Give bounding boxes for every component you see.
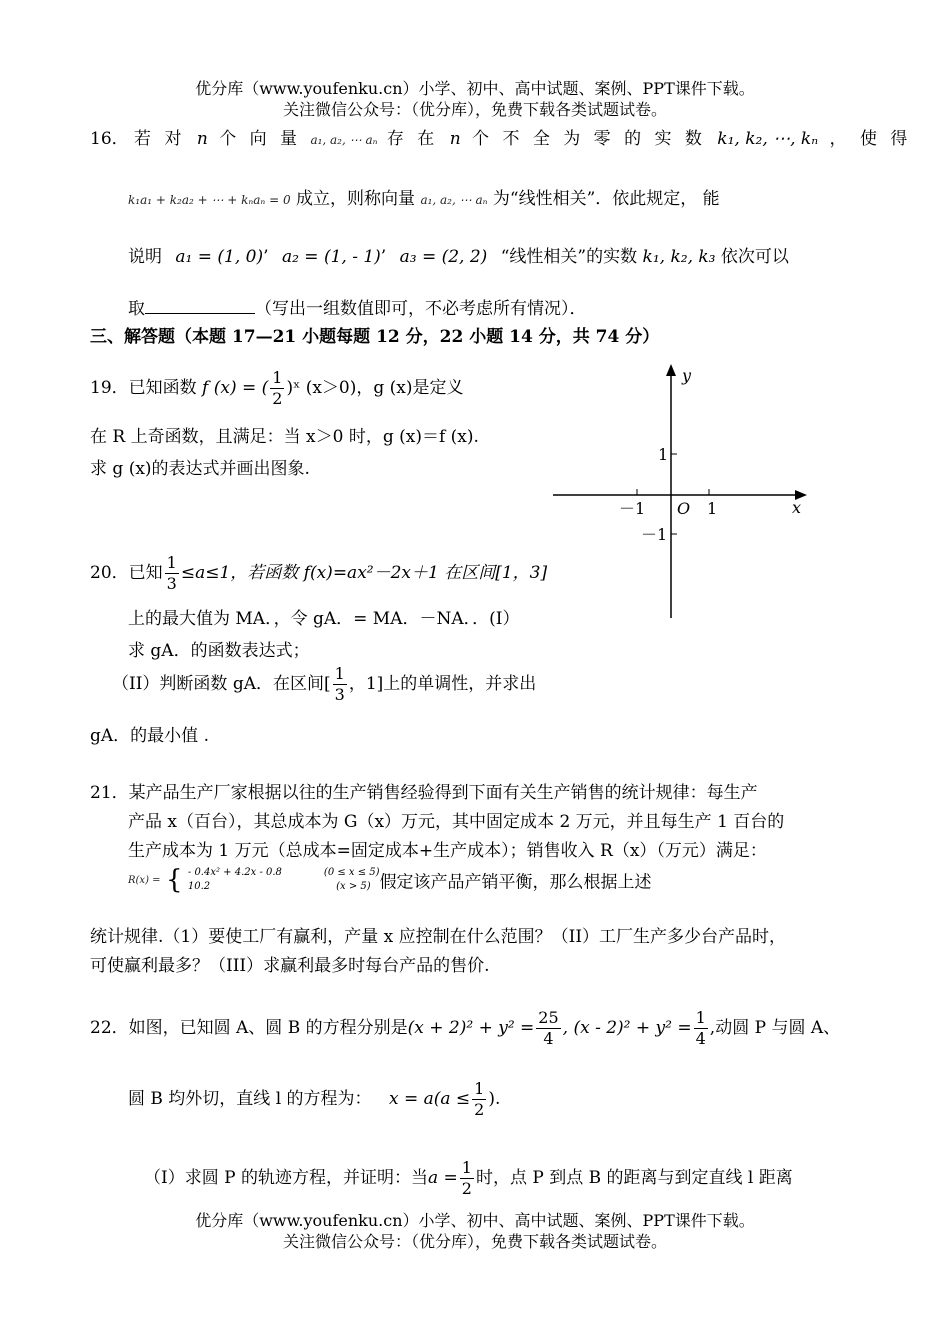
denominator: 3 [166,574,177,593]
q21-line-5: 统计规律.（1）要使工厂有赢利，产量 x 应控制在什么范围？（II）工厂生产多少台产品时， [90,927,787,947]
q22-line-2 [128,1079,500,1120]
q22-text: （I）求圆 P 的轨迹方程，并证明：当 [144,1168,428,1188]
header-line-1: 优分库（www.youfenku.cn）小学、初中、高中试题、案例、PPT课件下载。 [195,79,755,98]
q21-text: 假定该产品产销平衡，那么根据上述 [379,872,652,893]
q16-text: 成立，则称向量 [296,189,416,209]
case-1-expression: - 0.4x² + 4.2x - 0.8 [187,867,282,878]
fraction [333,664,347,705]
q21-line-6: 可使赢利最多？（III）求赢利最多时每台产品的售价. [90,956,490,976]
fraction [165,553,179,594]
q16-vector-a1: a₁ = (1, 0) [175,247,264,267]
q19-text: )ˣ (x＞0)，g (x)是定义 [286,378,464,398]
q22-text: 圆 B 均外切，直线 l 的方程为： [128,1089,372,1109]
a-equation: a = [427,1168,458,1188]
fraction [472,1079,486,1120]
q22-text: 时，点 P 到点 B 的距离与到定直线 l 距离 [475,1168,793,1188]
q16-line-2 [128,184,720,209]
section-title: 三、解答题（本题 17—21 小题每题 12 分，22 小题 14 分，共 74 分） [90,327,660,347]
line-l-equation: x = a(a ≤ [388,1089,471,1109]
case-2-condition: (x > 5) [336,881,371,892]
q16-line-3: 说明 a₁ = (1, 0)’ a₂ = (1, - 1)’ a₃ = (2, 2) “线性相关”的实数 k₁, k₂, k₃ 依次可以 [128,247,789,267]
denominator: 4 [695,1029,706,1048]
origin-label: O [677,499,691,518]
denominator: 3 [334,685,345,704]
numerator: 1 [474,1079,485,1098]
q16-n: n [196,129,208,149]
q22-text: 22．如图，已知圆 A、圆 B 的方程分别是 [90,1018,408,1038]
brace: { [165,865,183,895]
numerator: 1 [461,1158,472,1177]
q20-line-2: 上的最大值为 MA．，令 gA．= MA．－NA．．(I） [128,609,520,629]
q19-line-3: 求 g (x)的表达式并画出图象. [90,459,310,479]
fraction [536,1008,560,1049]
q21-line-1: 21．某产品生产厂家根据以往的生产销售经验得到下面有关生产销售的统计规律：每生产 [90,783,758,803]
q16-text: 个 不 全 为 零 的 实 数 [472,129,706,149]
coordinate-graph [545,360,815,622]
numerator: 1 [334,664,345,683]
q20-text: ≤a≤1，若函数 f(x)=ax²－2x＋1 在区间[1，3] [180,563,548,583]
q16-vectors: a₁, a₂, ⋯ aₙ [310,133,378,147]
q16-coefficients: k₁, k₂, k₃ [642,247,716,267]
q16-text: 存 在 [386,129,439,149]
q19-line-2: 在 R 上奇函数，且满足：当 x＞0 时，g (x)＝f (x). [90,427,479,447]
numerator: 1 [272,368,283,387]
q16-vector-a3: a₃ = (2, 2) [399,247,488,267]
q20-line-1 [90,553,547,594]
header-line-2: 关注微信公众号：（优分库），免费下载各类试题试卷。 [282,100,667,119]
numerator: 1 [166,553,177,572]
q20-text: ，1]上的单调性，并求出 [348,674,537,694]
footer-line-2: 关注微信公众号：（优分库），免费下载各类试题试卷。 [282,1232,667,1251]
q16-text: “线性相关”的实数 [500,247,638,267]
fraction [270,368,284,409]
q16-text: 依次可以 [720,247,789,267]
q19-function: f (x) = ( [202,378,269,398]
q16-equation: k₁a₁ + k₂a₂ + ⋯ + kₙaₙ = 0 [128,193,291,207]
q22-line-3 [144,1158,793,1199]
line-l-equation-close: ) [488,1089,495,1109]
q22-text: . [494,1089,501,1109]
q16-vectors: a₁, a₂, ⋯ aₙ [420,193,488,207]
q21-line-2: 产品 x（百台），其总成本为 G（x）万元，其中固定成本 2 万元，并且每生产 1 百台的 [128,812,785,832]
q16-text: 说明 [128,247,162,267]
q22-line-1 [90,1008,840,1049]
y-tick-label-1: 1 [658,445,669,464]
denominator: 4 [543,1029,554,1048]
case-2-expression: 10.2 [187,881,211,892]
x-tick-label-neg1: －1 [619,499,646,518]
q20-line-3: 求 gA．的函数表达式； [128,641,310,661]
q20-line-5: gA．的最小值 . [90,726,209,746]
q16-number: 16． [90,129,129,149]
q16-text: （写出一组数值即可，不必考虑所有情况）． [255,299,587,319]
q21-line-4 [128,866,652,902]
fraction [460,1158,474,1199]
piecewise-lhs: R(x) = [128,874,161,886]
footer-line-1: 优分库（www.youfenku.cn）小学、初中、高中试题、案例、PPT课件下载。 [195,1211,755,1230]
numerator: 25 [538,1008,559,1027]
q16-text: 若 对 [134,129,186,149]
y-axis-arrow [666,364,676,376]
circle-a-equation: (x + 2)² + y² = [407,1018,535,1038]
denominator: 2 [272,389,283,408]
piecewise-cases [188,866,380,894]
fraction [694,1008,708,1049]
q20-text: 20．已知 [90,563,163,583]
q16-text: 个 向 量 [219,129,302,149]
q19-line-1 [90,368,464,409]
answer-blank[interactable] [145,295,255,314]
q16-n: n [449,129,461,149]
denominator: 2 [461,1179,472,1198]
y-axis-label: y [682,366,692,385]
q21-line-3: 生产成本为 1 万元（总成本=固定成本+生产成本）；销售收入 R（x）（万元）满足： [128,841,767,861]
q22-text: ,动圆 P 与圆 A、 [709,1018,841,1038]
q19-text: 19．已知函数 [90,378,197,398]
case-1-condition: (0 ≤ x ≤ 5) [323,867,380,878]
q20-line-4 [112,664,536,705]
x-axis-label: x [792,498,802,517]
q16-line-1 [90,124,911,149]
q16-coefficients: k₁, k₂, ⋯, kₙ [717,129,819,149]
q16-text: ， 使 得 [829,129,912,149]
q20-text: （II）判断函数 gA．在区间[ [112,674,331,694]
q16-text: 取 [128,299,145,319]
x-tick-label-1: 1 [707,499,718,518]
q16-vector-a2: a₂ = (1, - 1) [281,247,381,267]
denominator: 2 [474,1100,485,1119]
y-tick-label-neg1: －1 [641,525,668,544]
numerator: 1 [695,1008,706,1027]
circle-b-equation: , (x - 2)² + y² = [562,1018,692,1038]
q16-line-4 [128,294,587,319]
q16-text: 为“线性相关”．依此规定， 能 [492,189,720,209]
